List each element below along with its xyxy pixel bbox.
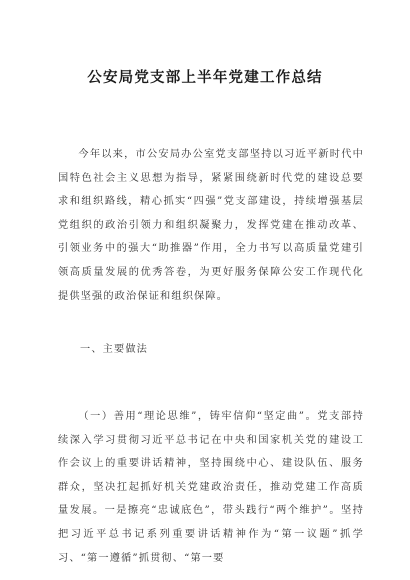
intro-paragraph: 今年以来，市公安局办公室党支部坚持以习近平新时代中国特色社会主义思想为指导，紧紧围绕新时代党的建设总要求和组织路线，精心抓实“四强”党支部建设，持续增强基层党组织的政治引领力和组织凝聚力，发挥党建在推动改革、引领业务中的强大“助推器”作用，全力书写以高质量党建引领高质量发展的优秀答卷，为更好服务保障公安工作现代化提供坚强的政治保证和组织保障。 [58, 149, 364, 302]
body-paragraph: （一）善用“理论思维”，铸牢信仰“坚定曲”。党支部持续深入学习贯彻习近平总书记在中央和国家机关党的建设工作会议上的重要讲话精神，坚持围绕中心、建设队伍、服务群众，坚决扛起抓好机关党建政治责任，推动党建工作高质量发展。一是擦亮“忠诚底色”，带头践行“两个维护”。坚持把习近平总书记系列重要讲话精神作为“第一议题”抓学习、“第一遵循”抓贯彻、“第一要 [58, 411, 364, 564]
section-heading: 一、主要做法 [80, 344, 149, 355]
document-title: 公安局党支部上半年党建工作总结 [87, 70, 323, 86]
